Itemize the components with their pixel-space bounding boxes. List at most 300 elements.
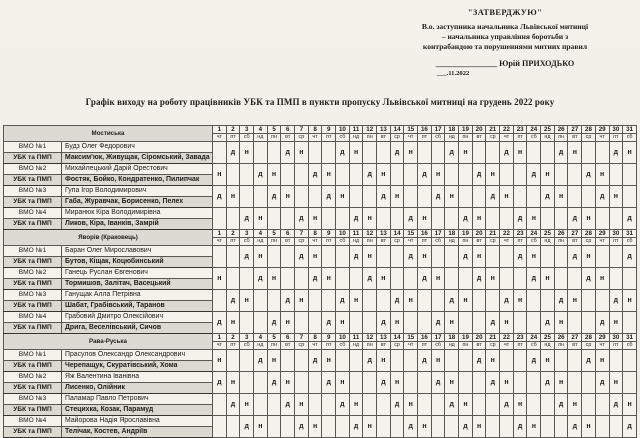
shift-cell: [445, 246, 459, 268]
shift-cell: н: [609, 186, 623, 208]
shift-cell: [541, 394, 555, 416]
shift-cell: н: [213, 268, 227, 290]
shift-cell: [267, 290, 281, 312]
weekday-cell: ср: [295, 134, 309, 142]
shift-cell: [500, 164, 514, 186]
day-number-cell: 26: [554, 126, 568, 134]
day-number-cell: 5: [267, 230, 281, 238]
shift-cell: [267, 208, 281, 230]
group-label-cell: УБК та ПМП: [4, 301, 62, 312]
shift-cell: [349, 312, 363, 334]
shift-cell: н: [336, 312, 350, 334]
shift-cell: н: [404, 290, 418, 312]
shift-cell: н: [281, 186, 295, 208]
shift-cell: [459, 186, 473, 208]
day-number-cell: 25: [541, 230, 555, 238]
shift-cell: н: [349, 394, 363, 416]
day-number-cell: 6: [281, 334, 295, 342]
shift-cell: д: [295, 246, 309, 268]
day-number-cell: 19: [459, 126, 473, 134]
shift-cell: [349, 164, 363, 186]
shift-cell: [377, 208, 391, 230]
shift-cell: [541, 290, 555, 312]
shift-cell: [486, 208, 500, 230]
team-lead-row: [4, 350, 637, 361]
shift-cell: н: [582, 246, 596, 268]
shift-cell: н: [431, 164, 445, 186]
shift-cell: [568, 186, 582, 208]
shift-cell: [431, 142, 445, 164]
day-number-cell: 26: [554, 230, 568, 238]
day-number-cell: 15: [404, 334, 418, 342]
weekday-cell: пт: [418, 238, 432, 246]
shift-cell: [295, 164, 309, 186]
shift-cell: [609, 350, 623, 372]
shift-cell: [226, 268, 240, 290]
shift-cell: [322, 208, 336, 230]
weekday-cell: сб: [336, 342, 350, 350]
shift-cell: д: [226, 290, 240, 312]
person-name-cell: Яж Валентина Іванівна: [62, 372, 213, 383]
shift-cell: [486, 290, 500, 312]
shift-cell: [459, 268, 473, 290]
shift-cell: д: [582, 268, 596, 290]
shift-cell: [363, 186, 377, 208]
shift-cell: [595, 246, 609, 268]
shift-cell: н: [568, 290, 582, 312]
weekday-cell: чт: [404, 238, 418, 246]
day-number-cell: 11: [349, 230, 363, 238]
day-number-cell: 9: [322, 230, 336, 238]
person-name-cell: Прасулов Олександр Олександрович: [62, 350, 213, 361]
shift-cell: [281, 268, 295, 290]
shift-cell: [267, 416, 281, 438]
shift-cell: н: [267, 268, 281, 290]
day-number-cell: 21: [486, 126, 500, 134]
shift-cell: д: [377, 312, 391, 334]
person-name-cell: Ганець Руслан Євгенович: [62, 268, 213, 279]
shift-cell: д: [459, 416, 473, 438]
shift-cell: н: [254, 416, 268, 438]
shift-cell: [609, 246, 623, 268]
day-number-cell: 12: [363, 126, 377, 134]
weekday-cell: нд: [349, 342, 363, 350]
shift-cell: д: [609, 290, 623, 312]
unit-cell: ВМО №4: [4, 416, 62, 427]
weekday-cell: пт: [513, 342, 527, 350]
shift-cell: н: [486, 350, 500, 372]
day-number-cell: 12: [363, 230, 377, 238]
shift-cell: н: [404, 394, 418, 416]
shift-cell: н: [472, 246, 486, 268]
shift-cell: н: [459, 290, 473, 312]
approval-stamp-title: "ЗАТВЕРДЖУЮ": [467, 8, 543, 17]
shift-cell: [554, 246, 568, 268]
shift-cell: д: [445, 142, 459, 164]
shift-cell: [390, 268, 404, 290]
shift-cell: д: [418, 164, 432, 186]
weekday-cell: нд: [254, 134, 268, 142]
schedule-table: [3, 125, 637, 438]
shift-cell: [213, 290, 227, 312]
shift-cell: н: [459, 394, 473, 416]
weekday-cell: пн: [363, 342, 377, 350]
shift-cell: [213, 208, 227, 230]
day-number-cell: 31: [623, 230, 637, 238]
shift-cell: [418, 186, 432, 208]
person-name-cell: Паламар Павло Петрович: [62, 394, 213, 405]
weekday-cell: ср: [486, 238, 500, 246]
shift-cell: д: [295, 416, 309, 438]
day-number-cell: 14: [390, 230, 404, 238]
shift-cell: н: [213, 350, 227, 372]
shift-cell: д: [254, 350, 268, 372]
shift-cell: [568, 372, 582, 394]
shift-cell: [582, 186, 596, 208]
shift-cell: н: [554, 186, 568, 208]
shift-cell: н: [308, 208, 322, 230]
day-number-cell: 19: [459, 230, 473, 238]
team-lead-row: [4, 290, 637, 301]
shift-cell: н: [295, 142, 309, 164]
day-number-cell: 8: [308, 334, 322, 342]
shift-cell: [527, 312, 541, 334]
weekday-cell: нд: [254, 342, 268, 350]
shift-cell: [404, 164, 418, 186]
shift-cell: [582, 394, 596, 416]
shift-cell: [322, 394, 336, 416]
team-lead-row: [4, 394, 637, 405]
shift-cell: [363, 372, 377, 394]
shift-cell: д: [322, 372, 336, 394]
shift-cell: д: [226, 142, 240, 164]
shift-cell: н: [295, 290, 309, 312]
shift-cell: [254, 394, 268, 416]
weekday-cell: пн: [459, 134, 473, 142]
weekday-cell: вт: [568, 134, 582, 142]
shift-cell: д: [295, 208, 309, 230]
shift-cell: [226, 350, 240, 372]
weekday-cell: нд: [445, 134, 459, 142]
shift-cell: д: [527, 164, 541, 186]
day-number-cell: 6: [281, 230, 295, 238]
shift-cell: [254, 186, 268, 208]
shift-cell: д: [459, 246, 473, 268]
shift-cell: д: [240, 246, 254, 268]
group-label-cell: УБК та ПМП: [4, 323, 62, 334]
approval-line: контрабандою та порушеннями митних правил: [422, 41, 588, 51]
unit-cell: ВМО №2: [4, 164, 62, 175]
shift-cell: [295, 186, 309, 208]
day-number-cell: 4: [254, 230, 268, 238]
shift-cell: д: [404, 416, 418, 438]
shift-cell: [568, 164, 582, 186]
shift-cell: [459, 350, 473, 372]
weekday-cell: вт: [281, 342, 295, 350]
team-lead-row: [4, 164, 637, 175]
shift-cell: д: [349, 246, 363, 268]
weekday-cell: вт: [472, 134, 486, 142]
day-number-cell: 8: [308, 230, 322, 238]
shift-cell: н: [226, 372, 240, 394]
day-numbers-row: [4, 230, 637, 238]
signature-blank: _______________: [435, 58, 498, 68]
weekday-cell: ср: [486, 342, 500, 350]
shift-cell: д: [363, 164, 377, 186]
shift-cell: д: [336, 290, 350, 312]
shift-cell: н: [472, 416, 486, 438]
shift-cell: д: [582, 164, 596, 186]
shift-cell: д: [363, 268, 377, 290]
day-number-cell: 29: [595, 334, 609, 342]
shift-cell: [240, 164, 254, 186]
weekday-cell: ср: [390, 238, 404, 246]
weekday-cell: пн: [267, 134, 281, 142]
weekday-cell: пн: [459, 238, 473, 246]
shift-cell: н: [445, 372, 459, 394]
shift-cell: д: [308, 268, 322, 290]
shift-cell: [554, 268, 568, 290]
shift-cell: [281, 246, 295, 268]
shift-cell: [336, 350, 350, 372]
shift-cell: н: [295, 394, 309, 416]
weekday-cell: нд: [445, 342, 459, 350]
shift-cell: н: [349, 290, 363, 312]
day-number-cell: 6: [281, 126, 295, 134]
day-number-cell: 13: [377, 126, 391, 134]
group-label-cell: УБК та ПМП: [4, 197, 62, 208]
shift-cell: [623, 186, 637, 208]
team-lead-row: [4, 208, 637, 219]
day-number-cell: 15: [404, 230, 418, 238]
shift-cell: [308, 186, 322, 208]
team-lead-row: [4, 142, 637, 153]
shift-cell: д: [431, 372, 445, 394]
shift-cell: [554, 164, 568, 186]
shift-cell: д: [541, 372, 555, 394]
group-label-cell: УБК та ПМП: [4, 257, 62, 268]
group-members-cell: Лисенко, Олійник: [62, 383, 213, 394]
shift-cell: [459, 312, 473, 334]
shift-cell: н: [568, 142, 582, 164]
day-number-cell: 30: [609, 334, 623, 342]
shift-cell: [336, 416, 350, 438]
shift-cell: [527, 290, 541, 312]
weekday-cell: чт: [595, 238, 609, 246]
shift-cell: [377, 416, 391, 438]
shift-cell: н: [349, 142, 363, 164]
shift-cell: д: [308, 350, 322, 372]
team-lead-row: [4, 416, 637, 427]
person-name-cell: Майорова Надія Ярославівна: [62, 416, 213, 427]
shift-cell: н: [527, 208, 541, 230]
weekday-cell: нд: [445, 238, 459, 246]
shift-cell: [486, 416, 500, 438]
day-number-cell: 13: [377, 334, 391, 342]
shift-cell: [623, 312, 637, 334]
shift-cell: [349, 350, 363, 372]
shift-cell: [527, 142, 541, 164]
shift-cell: д: [527, 268, 541, 290]
shift-cell: д: [404, 208, 418, 230]
shift-cell: д: [240, 208, 254, 230]
day-number-cell: 29: [595, 230, 609, 238]
shift-cell: д: [363, 350, 377, 372]
shift-cell: д: [377, 186, 391, 208]
shift-cell: н: [377, 350, 391, 372]
shift-cell: [623, 372, 637, 394]
weekday-cell: сб: [527, 238, 541, 246]
shift-cell: [240, 350, 254, 372]
shift-cell: н: [336, 372, 350, 394]
shift-cell: н: [226, 186, 240, 208]
shift-cell: [486, 142, 500, 164]
day-number-cell: 5: [267, 126, 281, 134]
shift-cell: [595, 394, 609, 416]
shift-cell: [595, 142, 609, 164]
shift-cell: [582, 142, 596, 164]
shift-cell: н: [445, 186, 459, 208]
shift-cell: [609, 416, 623, 438]
weekday-cell: сб: [431, 134, 445, 142]
weekday-cell: нд: [254, 238, 268, 246]
day-number-cell: 1: [213, 334, 227, 342]
shift-cell: н: [431, 350, 445, 372]
shift-cell: н: [377, 164, 391, 186]
shift-cell: н: [308, 246, 322, 268]
shift-cell: [254, 290, 268, 312]
shift-cell: [595, 416, 609, 438]
shift-cell: [554, 416, 568, 438]
shift-cell: [390, 246, 404, 268]
shift-cell: [390, 350, 404, 372]
weekday-cell: пт: [609, 342, 623, 350]
shift-cell: [363, 290, 377, 312]
unit-cell: ВМО №4: [4, 312, 62, 323]
shift-cell: [418, 312, 432, 334]
shift-cell: [404, 268, 418, 290]
shift-cell: [431, 246, 445, 268]
shift-cell: н: [595, 350, 609, 372]
shift-cell: [295, 372, 309, 394]
weekday-cell: сб: [623, 342, 637, 350]
shift-cell: [445, 350, 459, 372]
shift-cell: д: [418, 350, 432, 372]
shift-cell: д: [213, 186, 227, 208]
unit-cell: ВМО №2: [4, 268, 62, 279]
shift-cell: [568, 312, 582, 334]
shift-cell: д: [390, 142, 404, 164]
shift-cell: н: [582, 208, 596, 230]
day-number-cell: 2: [226, 230, 240, 238]
day-number-cell: 18: [445, 126, 459, 134]
weekday-cell: пт: [322, 342, 336, 350]
shift-cell: [609, 164, 623, 186]
approval-date: ___.11.2022: [436, 70, 470, 78]
day-number-cell: 16: [418, 334, 432, 342]
shift-cell: н: [418, 416, 432, 438]
shift-cell: н: [308, 416, 322, 438]
shift-cell: д: [623, 416, 637, 438]
weekday-cell: сб: [623, 134, 637, 142]
weekday-cell: чт: [404, 342, 418, 350]
shift-cell: д: [267, 372, 281, 394]
shift-cell: н: [527, 416, 541, 438]
shift-cell: д: [595, 312, 609, 334]
unit-cell: ВМО №2: [4, 372, 62, 383]
weekday-cell: пт: [226, 134, 240, 142]
shift-cell: [322, 246, 336, 268]
shift-cell: [554, 350, 568, 372]
team-lead-row: [4, 372, 637, 383]
day-number-cell: 28: [582, 230, 596, 238]
weekday-cell: пн: [267, 342, 281, 350]
day-number-cell: 23: [513, 126, 527, 134]
weekday-cell: пт: [418, 342, 432, 350]
weekday-cell: нд: [349, 134, 363, 142]
weekday-cell: пн: [459, 342, 473, 350]
day-number-cell: 27: [568, 230, 582, 238]
weekday-cell: пн: [554, 238, 568, 246]
shift-cell: [431, 416, 445, 438]
shift-cell: н: [390, 186, 404, 208]
shift-cell: [431, 290, 445, 312]
shift-cell: н: [459, 142, 473, 164]
shift-cell: д: [349, 208, 363, 230]
shift-cell: н: [527, 246, 541, 268]
shift-cell: [226, 164, 240, 186]
shift-cell: [267, 246, 281, 268]
group-members-cell: Шабат, Грабівський, Таранов: [62, 301, 213, 312]
weekday-cell: вт: [472, 342, 486, 350]
shift-cell: [349, 268, 363, 290]
day-number-cell: 17: [431, 334, 445, 342]
shift-cell: д: [472, 164, 486, 186]
weekday-cell: пт: [322, 134, 336, 142]
shift-cell: д: [322, 186, 336, 208]
shift-cell: [486, 246, 500, 268]
shift-cell: д: [472, 350, 486, 372]
day-number-cell: 24: [527, 230, 541, 238]
shift-cell: [322, 142, 336, 164]
shift-cell: д: [431, 186, 445, 208]
shift-cell: н: [486, 164, 500, 186]
day-number-cell: 18: [445, 230, 459, 238]
shift-cell: д: [226, 394, 240, 416]
shift-cell: [472, 312, 486, 334]
shift-cell: д: [541, 186, 555, 208]
shift-cell: д: [349, 416, 363, 438]
shift-cell: [336, 164, 350, 186]
day-number-cell: 14: [390, 126, 404, 134]
day-number-cell: 1: [213, 126, 227, 134]
group-members-cell: Бутов, Кіщак, Коцюбинський: [62, 257, 213, 268]
shift-cell: д: [336, 394, 350, 416]
person-name-cell: Михайлецький Дарій Орестович: [62, 164, 213, 175]
day-number-cell: 2: [226, 126, 240, 134]
signature-row: [372, 59, 638, 70]
weekday-cell: вт: [472, 238, 486, 246]
weekday-cell: ср: [390, 342, 404, 350]
weekday-cell: чт: [595, 342, 609, 350]
shift-cell: [513, 372, 527, 394]
shift-cell: [472, 142, 486, 164]
weekday-cell: чт: [213, 134, 227, 142]
weekday-cell: чт: [308, 342, 322, 350]
shift-cell: [568, 350, 582, 372]
shift-cell: [472, 186, 486, 208]
weekday-cell: вт: [281, 238, 295, 246]
